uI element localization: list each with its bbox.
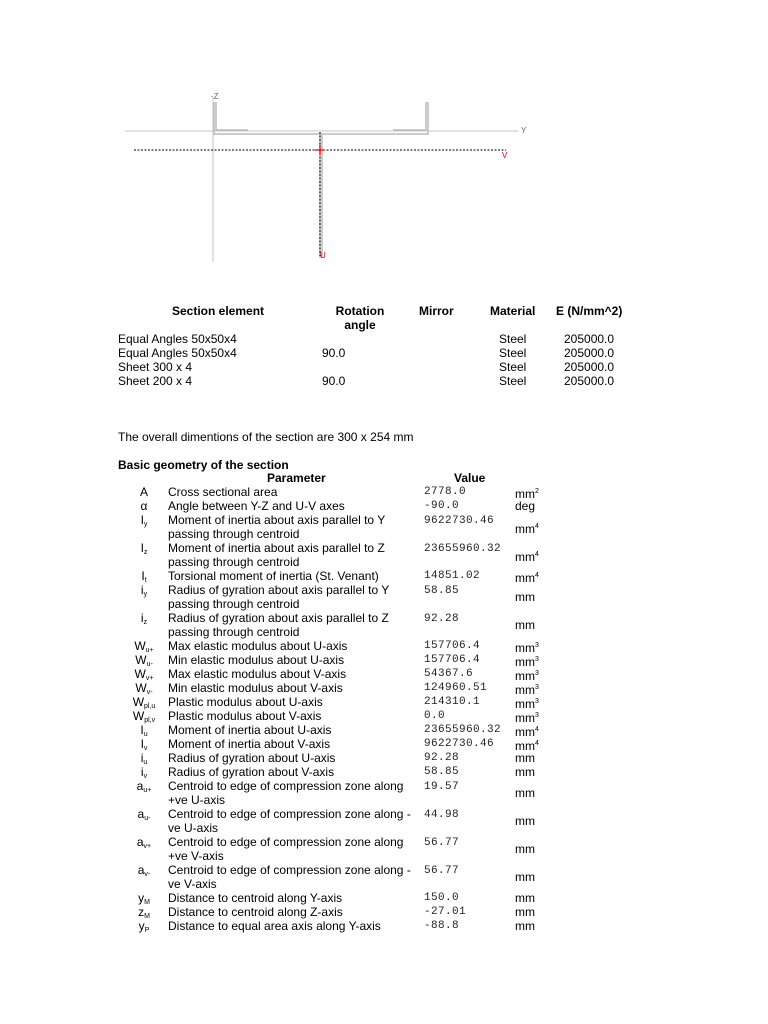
param-description: Radius of gyration about V-axis <box>168 765 335 779</box>
geometry-row <box>118 807 578 835</box>
cell-material: Steel <box>499 360 527 374</box>
param-description: Radius of gyration about axis parallel to Y passing through centroid <box>168 583 390 611</box>
geometry-row <box>118 611 578 639</box>
param-unit: mm <box>515 786 535 800</box>
param-description: Distance to centroid along Y-axis <box>168 891 343 905</box>
param-symbol: $I_y$ <box>140 513 148 528</box>
geometry-row <box>118 863 578 891</box>
param-description: Radius of gyration about U-axis <box>168 751 336 765</box>
geometry-row <box>118 919 578 933</box>
param-unit: mm <box>515 765 535 779</box>
param-unit: mm <box>515 905 535 919</box>
param-symbol: $a_{v-}$ <box>137 863 151 878</box>
centroid-marker <box>315 145 325 155</box>
param-value: 58.85 <box>424 585 460 597</box>
section-element-row <box>116 360 676 374</box>
axis-v-label: V <box>502 151 508 160</box>
param-description: Moment of inertia about axis parallel to Y passing through centroid <box>168 513 386 541</box>
param-symbol: $W_{u-}$ <box>135 653 153 668</box>
param-value: 9622730.46 <box>424 515 495 527</box>
param-unit: mm <box>515 891 535 905</box>
header-parameter: Parameter <box>267 471 326 485</box>
param-value: 2778.0 <box>424 486 467 498</box>
param-description: Distance to centroid along Z-axis <box>168 905 343 919</box>
param-symbol: $W_{v-}$ <box>135 681 153 696</box>
param-symbol: $y_P$ <box>138 919 150 934</box>
param-value: 23655960.32 <box>424 543 502 555</box>
geometry-row <box>118 499 578 513</box>
param-unit: $mm^3$ <box>515 711 539 725</box>
cell-rotation: 90.0 <box>322 346 346 360</box>
section-element-row <box>116 332 676 346</box>
param-value: 157706.4 <box>424 654 481 666</box>
param-value: 23655960.32 <box>424 724 502 736</box>
geometry-row <box>118 695 578 709</box>
param-value: 56.77 <box>424 865 460 877</box>
param-description: Moment of inertia about axis parallel to Z passing through centroid <box>168 541 385 569</box>
param-description: Min elastic modulus about U-axis <box>168 653 345 667</box>
param-description: Torsional moment of inertia (St. Venant) <box>168 569 379 583</box>
geometry-row <box>118 709 578 723</box>
param-description: Angle between Y-Z and U-V axes <box>168 499 345 513</box>
param-description: Centroid to edge of compression zone along +ve U-axis <box>168 779 404 807</box>
param-value: 58.85 <box>424 766 460 778</box>
param-unit: mm <box>515 618 535 632</box>
geometry-row <box>118 779 578 807</box>
param-value: 56.77 <box>424 837 460 849</box>
header-e-modulus: E (N/mm^2) <box>556 304 623 318</box>
param-description: Moment of inertia about V-axis <box>168 737 331 751</box>
cell-material: Steel <box>499 332 527 346</box>
section-element-row <box>116 374 676 388</box>
param-description: Centroid to edge of compression zone along +ve V-axis <box>168 835 404 863</box>
cell-e: 205000.0 <box>564 374 615 388</box>
param-value: 92.28 <box>424 752 460 764</box>
param-symbol: $z_M$ <box>138 905 150 920</box>
param-symbol: $I_t$ <box>141 569 147 584</box>
param-unit: mm <box>515 919 535 933</box>
geometry-row <box>118 485 578 499</box>
geometry-row <box>118 905 578 919</box>
cell-material: Steel <box>499 346 527 360</box>
param-value: 214310.1 <box>424 696 481 708</box>
geometry-row <box>118 681 578 695</box>
section-element-row <box>116 346 676 360</box>
param-unit: $mm^4$ <box>515 725 539 739</box>
geometry-row <box>118 723 578 737</box>
param-description: Plastic modulus about U-axis <box>168 695 323 709</box>
basic-geometry-title: Basic geometry of the section <box>118 458 289 472</box>
header-mirror: Mirror <box>419 304 454 318</box>
param-unit: $mm^3$ <box>515 683 539 697</box>
param-symbol: $a_{u-}$ <box>137 807 151 822</box>
param-description: Cross sectional area <box>168 485 278 499</box>
param-value: 54367.6 <box>424 668 474 680</box>
geometry-row <box>118 737 578 751</box>
axis-z-label: -Z <box>211 92 219 101</box>
param-value: 92.28 <box>424 613 460 625</box>
geometry-row <box>118 639 578 653</box>
param-value: 44.98 <box>424 809 460 821</box>
param-description: Plastic modulus about V-axis <box>168 709 322 723</box>
param-unit: $mm^3$ <box>515 697 539 711</box>
header-section-element: Section element <box>172 304 265 318</box>
param-unit: $mm^4$ <box>515 739 539 753</box>
param-symbol: $W_{pl,u}$ <box>132 695 156 710</box>
param-value: 0.0 <box>424 710 446 722</box>
cell-e: 205000.0 <box>564 332 615 346</box>
param-value: 157706.4 <box>424 640 481 652</box>
param-description: Radius of gyration about axis parallel to Z passing through centroid <box>168 611 389 639</box>
geometry-row <box>118 653 578 667</box>
param-symbol: $i_v$ <box>140 765 148 780</box>
cell-element: Equal Angles 50x50x4 <box>118 332 237 346</box>
geometry-row <box>118 667 578 681</box>
cell-e: 205000.0 <box>564 360 615 374</box>
geometry-row <box>118 765 578 779</box>
section-shape <box>214 102 428 258</box>
geometry-row <box>118 513 578 541</box>
param-symbol: $W_{u+}$ <box>134 639 154 654</box>
param-unit: $mm^2$ <box>515 487 539 501</box>
param-symbol: $i_u$ <box>140 751 148 766</box>
cell-rotation: 90.0 <box>322 374 346 388</box>
param-unit: $mm^4$ <box>515 522 539 536</box>
param-value: -90.0 <box>424 500 460 512</box>
param-unit: deg <box>515 499 536 513</box>
param-unit: $mm^4$ <box>515 571 539 585</box>
cell-material: Steel <box>499 374 527 388</box>
geometry-row <box>118 541 578 569</box>
section-diagram <box>0 0 768 290</box>
geometry-row <box>118 891 578 905</box>
param-symbol: $a_{u+}$ <box>136 779 152 794</box>
param-description: Centroid to edge of compression zone along -ve U-axis <box>168 807 411 835</box>
param-symbol: $a_{v+}$ <box>136 835 152 850</box>
cell-element: Equal Angles 50x50x4 <box>118 346 237 360</box>
header-value: Value <box>454 471 486 485</box>
geometry-row <box>118 835 578 863</box>
param-description: Max elastic modulus about U-axis <box>168 639 348 653</box>
param-symbol: A <box>139 485 148 499</box>
overall-dimensions-text: The overall dimentions of the section are 300 x 254 mm <box>118 430 414 444</box>
header-rotation-angle: Rotation angle <box>335 304 385 332</box>
param-symbol: α <box>140 499 148 513</box>
param-symbol: $i_y$ <box>140 583 148 598</box>
param-symbol: $I_u$ <box>140 723 148 738</box>
param-description: Moment of inertia about U-axis <box>168 723 332 737</box>
param-unit: $mm^3$ <box>515 669 539 683</box>
param-value: 124960.51 <box>424 682 488 694</box>
param-symbol: $y_M$ <box>138 891 150 906</box>
param-value: -27.01 <box>424 906 467 918</box>
cell-element: Sheet 300 x 4 <box>118 360 193 374</box>
param-description: Max elastic modulus about V-axis <box>168 667 347 681</box>
param-unit: $mm^3$ <box>515 655 539 669</box>
cell-element: Sheet 200 x 4 <box>118 374 193 388</box>
param-symbol: $I_v$ <box>140 737 148 752</box>
param-symbol: $i_z$ <box>140 611 148 626</box>
geometry-row <box>118 569 578 583</box>
param-unit: mm <box>515 870 535 884</box>
param-unit: mm <box>515 751 535 765</box>
param-symbol: $I_z$ <box>140 541 148 556</box>
cell-e: 205000.0 <box>564 346 615 360</box>
param-value: 14851.02 <box>424 570 481 582</box>
param-symbol: $W_{v+}$ <box>134 667 154 682</box>
axis-u-label: U <box>320 251 326 260</box>
param-unit: mm <box>515 814 535 828</box>
param-unit: $mm^3$ <box>515 641 539 655</box>
axis-y-label: Y <box>521 126 527 135</box>
geometry-row <box>118 583 578 611</box>
geometry-row <box>118 751 578 765</box>
param-value: 150.0 <box>424 892 460 904</box>
param-unit: $mm^4$ <box>515 550 539 564</box>
param-unit: mm <box>515 590 535 604</box>
header-material: Material <box>490 304 536 318</box>
param-unit: mm <box>515 842 535 856</box>
param-description: Min elastic modulus about V-axis <box>168 681 343 695</box>
param-value: -88.8 <box>424 920 460 932</box>
param-value: 19.57 <box>424 781 460 793</box>
param-value: 9622730.46 <box>424 738 495 750</box>
param-symbol: $W_{pl,v}$ <box>132 709 156 724</box>
param-description: Centroid to edge of compression zone along -ve V-axis <box>168 863 411 891</box>
param-description: Distance to equal area axis along Y-axis <box>168 919 381 933</box>
